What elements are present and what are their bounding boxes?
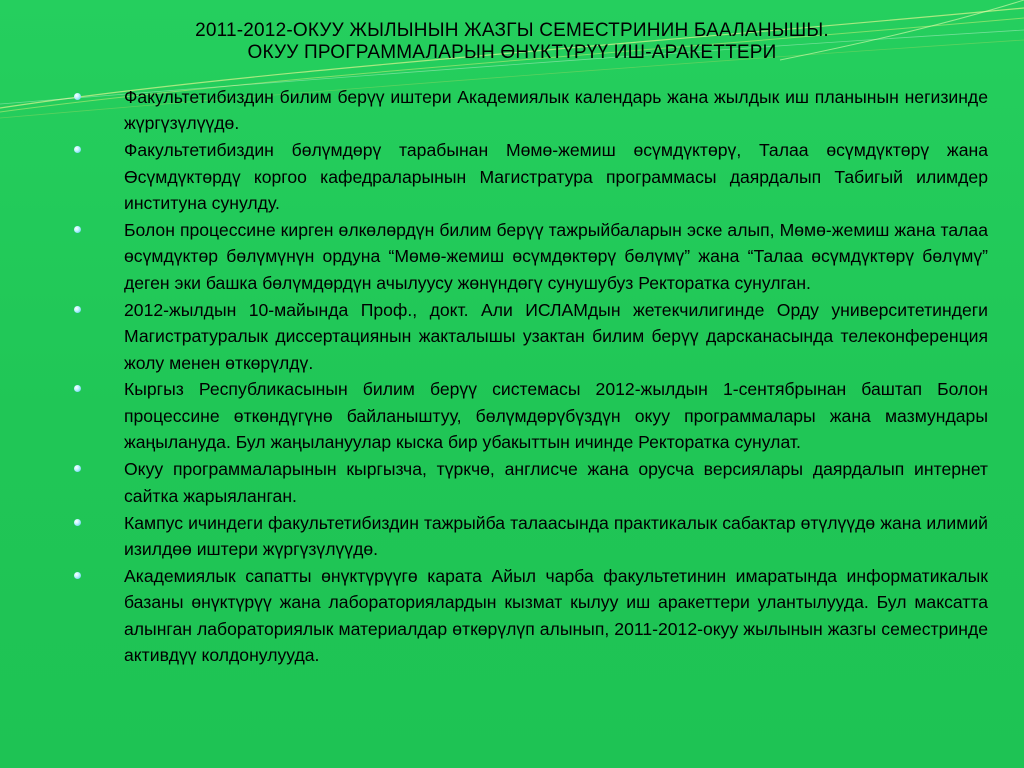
bullet-item [72,456,988,509]
bullet-text: Факультетибиздин билим берүү иштери Академиялык календарь жана жылдык иш планынын негизинде жүргүзүлүүдө. [124,87,988,134]
bullet-text: Кыргыз Республикасынын билим берүү системасы 2012-жылдын 1-сентябрынан баштап Болон процессине өткөндүгүнө байланыштуу, бөлүмдөрүбүздүн окуу программалары жана мазмундары жаңылануда. Бул жаңылануулар кыска бир убакыттын ичинде Ректоратка сунулат. [124,379,988,453]
bullet-item [72,297,988,376]
bullet-text: Болон процессине кирген өлкөлөрдүн билим берүү тажрыйбаларын эске алып, Мөмө-жемиш жана талаа өсүмдүктөр бөлүмүнүн ордуна “Мөмө-жемиш өсүмдөктөрү бөлүмү” жана “Талаа өсүмдүктөрү бөлүмү” деген эки башка бөлүмдөрдүн ачылуусу жөнүндөгү сунушубуз Ректоратка сунулган. [124,220,988,293]
title-line-2: ОКУУ ПРОГРАММАЛАРЫН ӨНҮКТҮРҮҮ ИШ-АРАКЕТТЕРИ [247,42,777,63]
bullet-dot-icon [74,385,81,392]
bullet-text: 2012-жылдын 10-майында Проф., докт. Али ИСЛАМдын жетекчилигинде Орду университетиндеги Магистратуралык диссертациянын жакталышы узактан билим берүү дарсканасында телеконференция жолу менен өткөрүлдү. [124,299,988,373]
title-line-1: 2011-2012-ОКУУ ЖЫЛЫНЫН ЖАЗГЫ СЕМЕСТРИНИН БААЛАНЫШЫ. [195,20,829,41]
bullet-dot-icon [74,226,81,233]
bullet-dot-icon [74,306,81,313]
bullet-dot-icon [74,93,81,100]
bullet-item [72,84,988,137]
slide-title [0,20,1024,64]
bullet-dot-icon [74,146,81,153]
bullet-item [72,137,988,216]
bullet-dot-icon [74,519,81,526]
bullet-item [72,510,988,563]
bullet-dot-icon [74,572,81,579]
bullet-dot-icon [74,465,81,472]
bullet-item [72,376,988,455]
bullet-text: Кампус ичиндеги факультетибиздин тажрыйба талаасында практикалык сабактар өтүлүүдө жана илимий изилдөө иштери жүргүзүлүүдө. [124,512,988,559]
bullet-text: Академиялык сапатты өнүктүрүүгө карата Айыл чарба факультетинин имаратында информатикалык базаны өнүктүрүү жана лабораториялардын кызмат кылуу иш аракеттери улантылууда. Бул максатта алынган лабораториялык материалдар өткөрүлүп алынып, 2011-2012-окуу жылынын жазгы семестринде активдүү колдонулууда. [124,565,988,666]
bullet-text: Окуу программаларынын кыргызча, түркчө, англисче жана орусча версиялары даярдалып интернет сайтка жарыяланган. [124,459,988,506]
bullet-list [72,84,988,669]
bullet-item [72,563,988,669]
bullet-text: Факультетибиздин бөлүмдөрү тарабынан Мөмө-жемиш өсүмдүктөрү, Талаа өсүмдүктөрү жана Өсүмдүктөрдү коргоо кафедраларынын Магистратура программасы даярдалып Табигый илимдер институна сунулду. [124,140,988,214]
bullet-item [72,217,988,296]
